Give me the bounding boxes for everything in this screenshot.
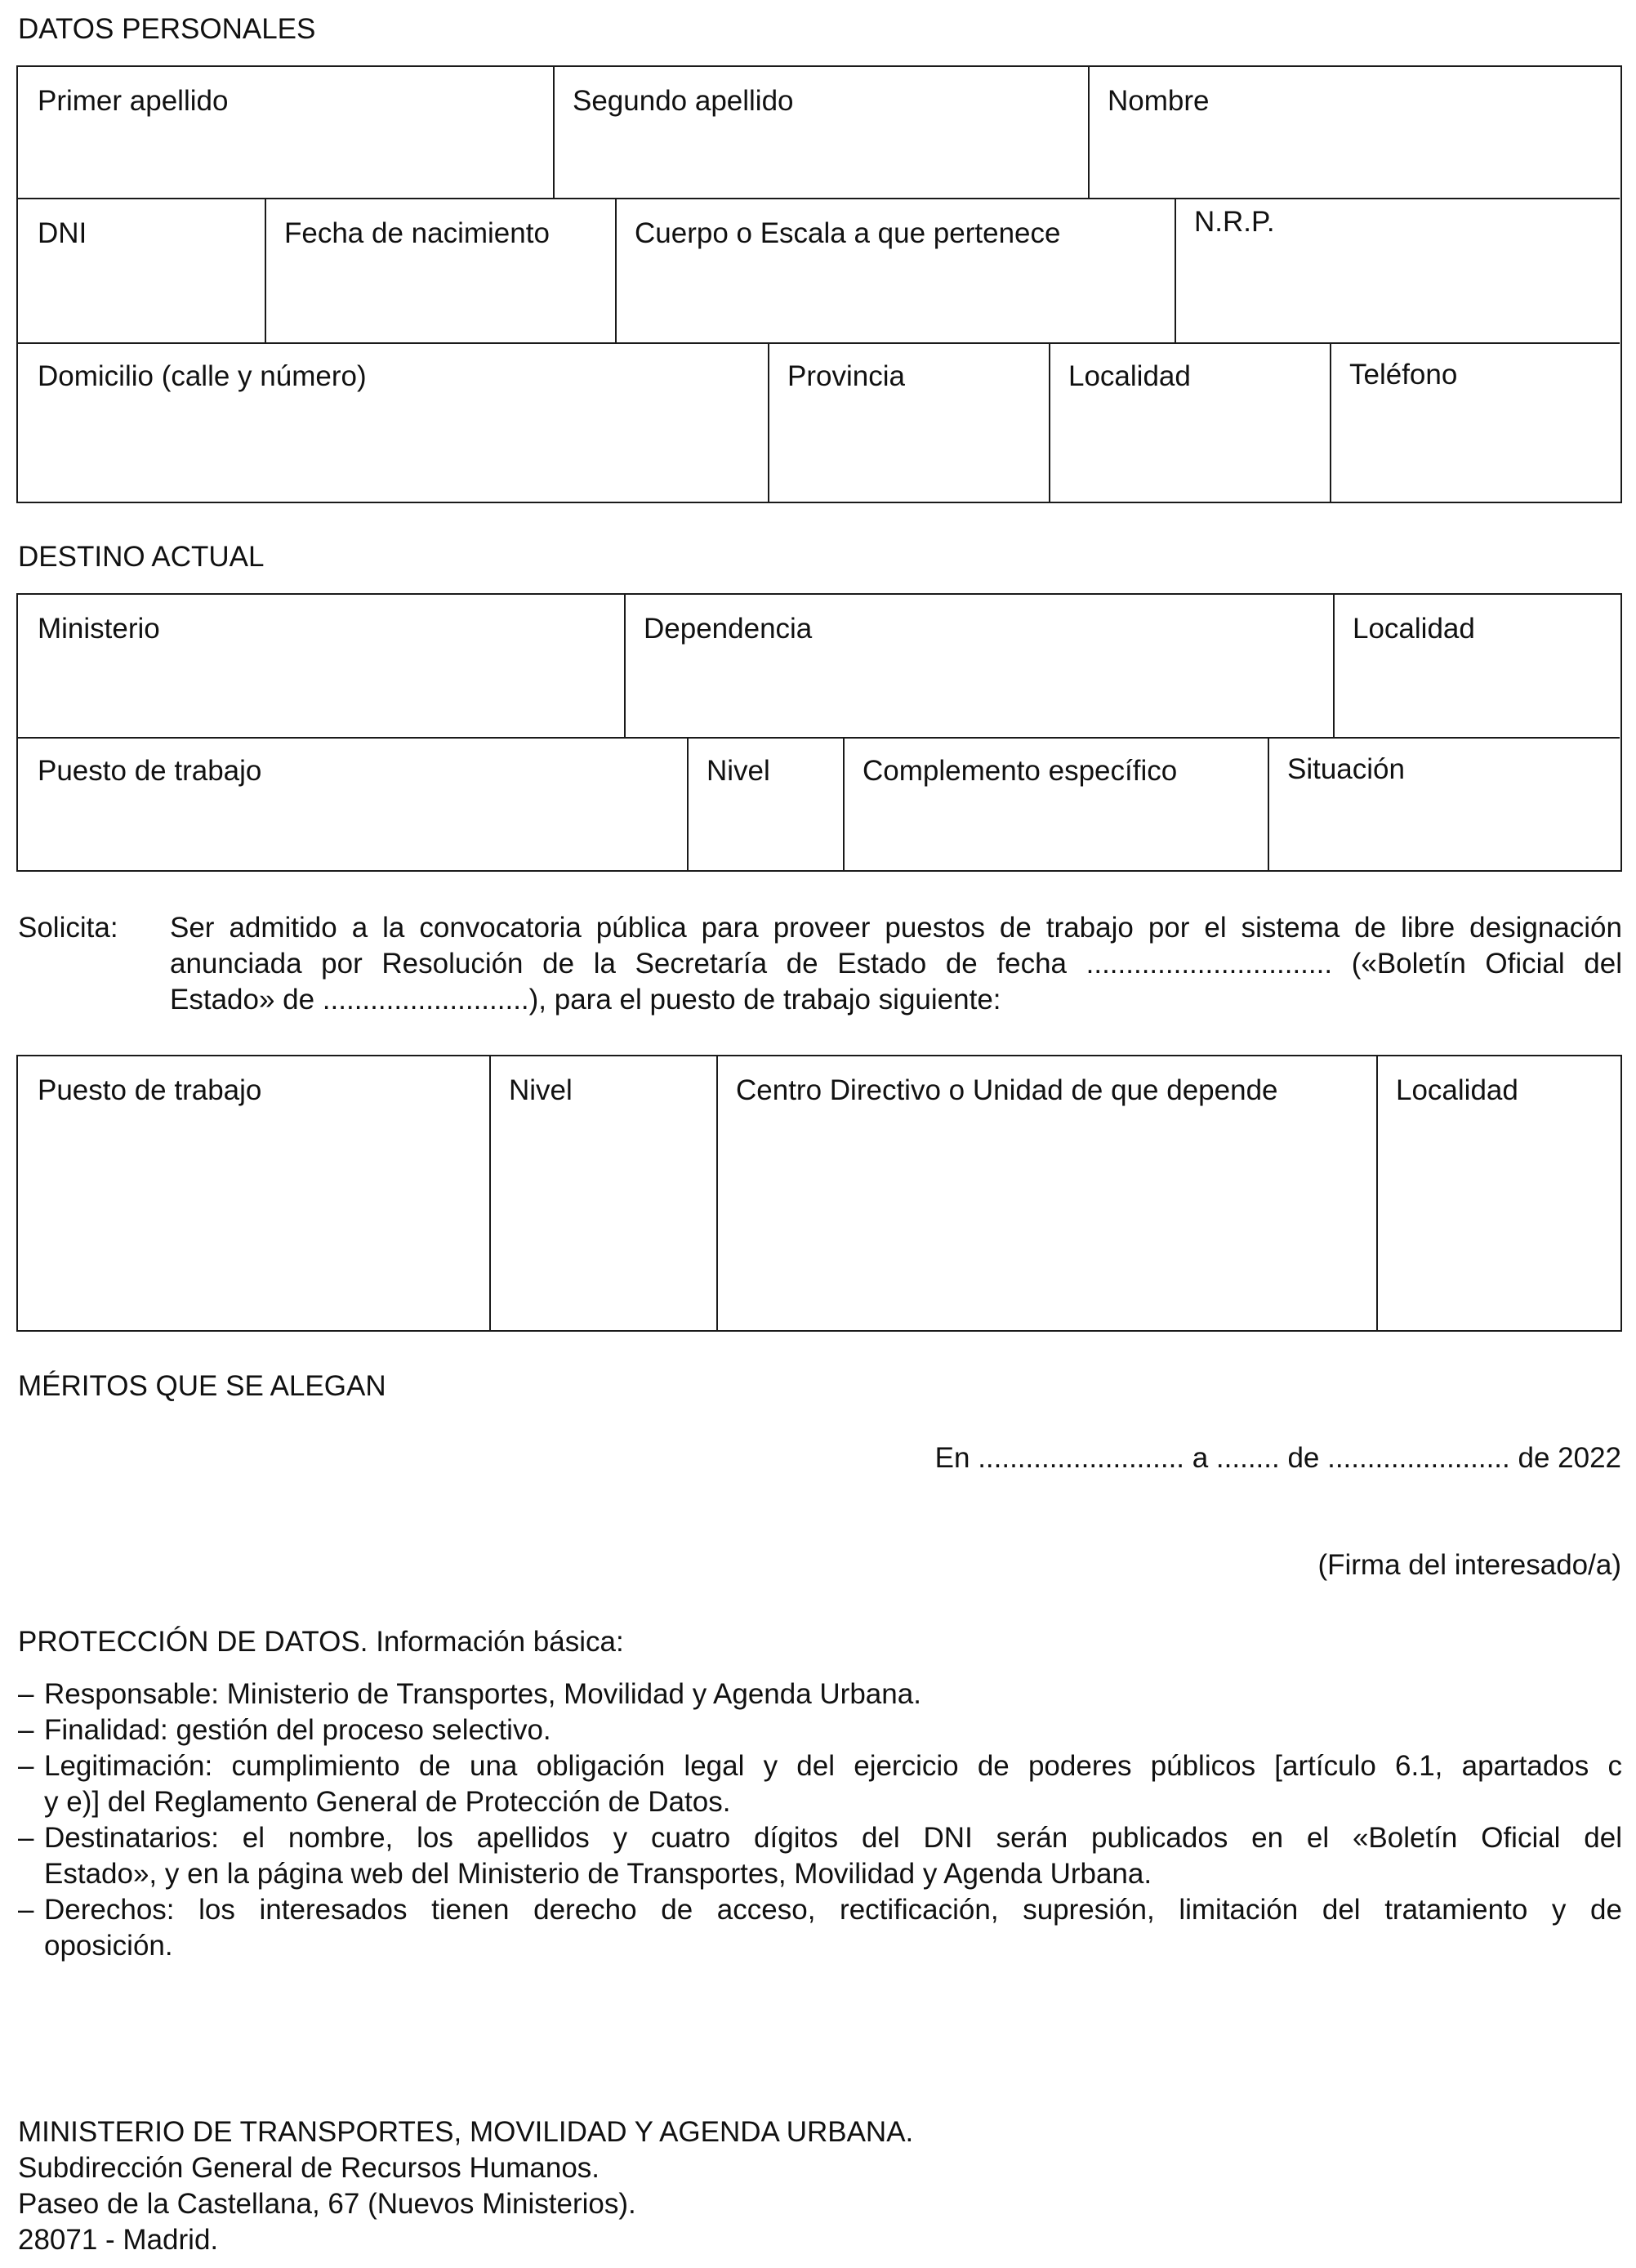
address-line-2: Subdirección General de Recursos Humanos. [18,2152,600,2184]
destino-actual-table [16,593,1622,872]
field-label: Teléfono [1349,359,1458,391]
list-bullet: – [18,1822,34,1854]
field-label: Fecha de nacimiento [284,217,550,249]
field-label: Primer apellido [38,85,229,117]
solicita-text-line-3: Estado» de ..........................), para el puesto de trabajo siguiente: [170,984,1001,1016]
field-nivel-solicitado[interactable] [489,1056,716,1330]
list-item-derechos-cont: oposición. [44,1930,173,1962]
firma-interesado: (Firma del interesado/a) [1317,1549,1621,1581]
list-item-legitimacion: Legitimación: cumplimiento de una obligación legal y del ejercicio de poderes públicos [artículo 6.1, apartados c [44,1750,1622,1782]
field-label: Puesto de trabajo [38,1074,262,1106]
field-label: Nivel [509,1074,573,1106]
field-label: Centro Directivo o Unidad de que depende [736,1074,1278,1106]
field-fecha-nacimiento[interactable] [265,198,615,342]
field-label: Domicilio (calle y número) [38,360,367,392]
fecha-firma-line: En .......................... a ........ de ....................... de 2022 [934,1442,1621,1474]
field-domicilio[interactable] [18,342,768,503]
field-nivel-actual[interactable] [687,737,843,872]
field-label: Segundo apellido [573,85,794,117]
list-item-legitimacion-cont: y e)] del Reglamento General de Protección de Datos. [44,1786,731,1818]
address-line-4: 28071 - Madrid. [18,2224,219,2256]
field-label: Localidad [1396,1074,1518,1106]
list-item-destinatarios-cont: Estado», y en la página web del Ministerio de Transportes, Movilidad y Agenda Urbana. [44,1858,1152,1890]
section-heading-datos-personales: DATOS PERSONALES [18,13,316,45]
field-label: N.R.P. [1194,206,1275,238]
list-item-destinatarios: Destinatarios: el nombre, los apellidos y cuatro dígitos del DNI serán publicados en el «Boletín Oficial del [44,1822,1622,1854]
field-ministerio[interactable] [18,595,624,737]
field-label: Nombre [1108,85,1210,117]
list-bullet: – [18,1714,34,1746]
list-item-finalidad: Finalidad: gestión del proceso selectivo. [44,1714,551,1746]
field-localidad-solicitada[interactable] [1376,1056,1620,1330]
solicita-text-line-1: Ser admitido a la convocatoria pública para proveer puestos de trabajo por el sistema de libre designación [170,912,1622,944]
field-cuerpo-escala[interactable] [615,198,1175,342]
field-localidad[interactable] [1049,342,1330,503]
field-label: DNI [38,217,87,249]
datos-personales-table [16,65,1622,503]
list-item-responsable: Responsable: Ministerio de Transportes, Movilidad y Agenda Urbana. [44,1678,921,1710]
list-bullet: – [18,1894,34,1926]
field-nrp[interactable] [1175,198,1620,342]
list-bullet: – [18,1678,34,1710]
field-segundo-apellido[interactable] [553,67,1088,198]
field-primer-apellido[interactable] [18,67,553,198]
solicita-label: Solicita: [18,912,118,944]
field-complemento-especifico[interactable] [843,737,1268,872]
puesto-solicitado-table [16,1055,1622,1332]
field-label: Dependencia [644,613,813,645]
field-localidad-actual[interactable] [1333,595,1620,737]
address-line-1: MINISTERIO DE TRANSPORTES, MOVILIDAD Y AGENDA URBANA. [18,2116,914,2148]
field-puesto-trabajo-solicitado[interactable] [18,1056,489,1330]
field-puesto-trabajo-actual[interactable] [18,737,687,872]
field-label: Localidad [1068,360,1191,392]
field-dni[interactable] [18,198,265,342]
field-situacion[interactable] [1268,737,1620,872]
section-heading-proteccion-datos: PROTECCIÓN DE DATOS. Información básica: [18,1626,624,1658]
field-telefono[interactable] [1330,342,1620,503]
solicita-text-line-2: anunciada por Resolución de la Secretaría de Estado de fecha ............................... («Boletín Oficial del [170,948,1622,980]
field-provincia[interactable] [768,342,1049,503]
list-bullet: – [18,1750,34,1782]
field-label: Provincia [787,360,905,392]
field-nombre[interactable] [1088,67,1620,198]
field-label: Complemento específico [863,755,1178,787]
field-dependencia[interactable] [624,595,1333,737]
address-line-3: Paseo de la Castellana, 67 (Nuevos Ministerios). [18,2188,636,2220]
list-item-derechos: Derechos: los interesados tienen derecho de acceso, rectificación, supresión, limitación del tratamiento y de [44,1894,1622,1926]
section-heading-meritos: MÉRITOS QUE SE ALEGAN [18,1370,386,1402]
field-centro-directivo[interactable] [716,1056,1376,1330]
section-heading-destino-actual: DESTINO ACTUAL [18,541,265,573]
field-label: Nivel [707,755,770,787]
field-label: Ministerio [38,613,160,645]
field-label: Localidad [1353,613,1475,645]
field-label: Puesto de trabajo [38,755,262,787]
field-label: Cuerpo o Escala a que pertenece [635,217,1061,249]
field-label: Situación [1287,753,1405,785]
